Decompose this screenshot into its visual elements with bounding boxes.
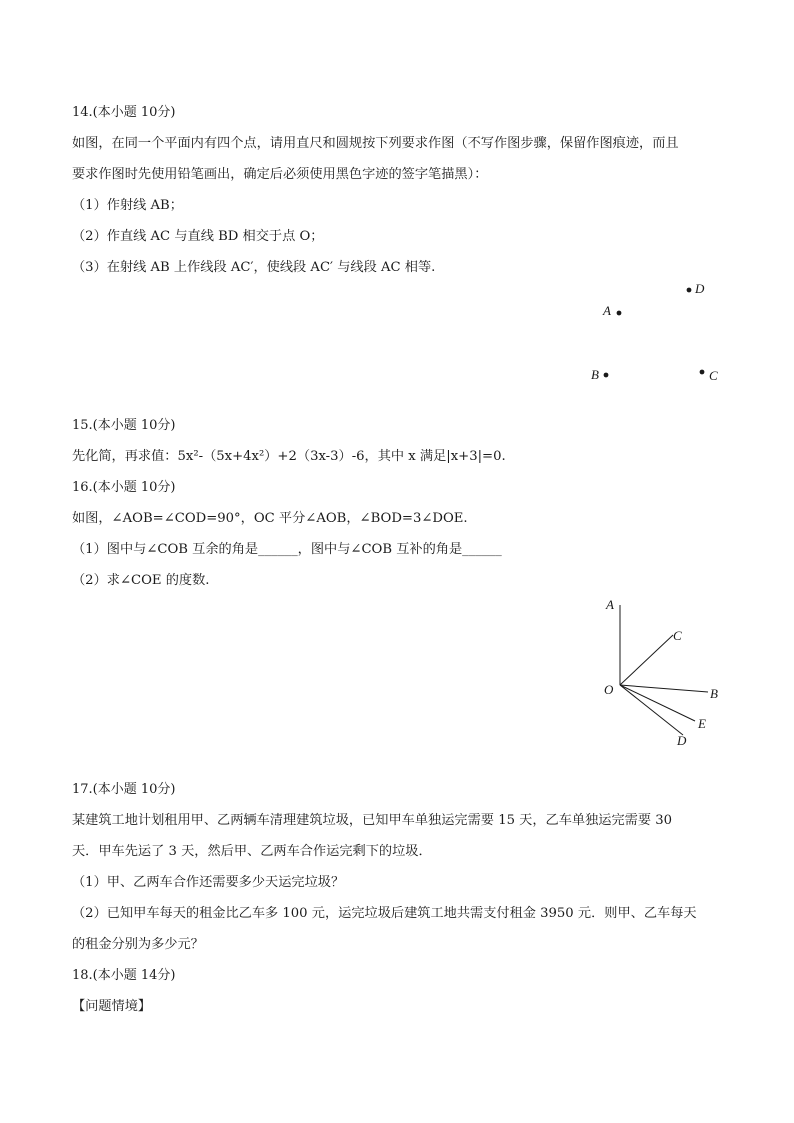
q17-text-line-2: 天．甲车先运了 3 天，然后甲、乙两车合作运完剩下的垃圾． — [72, 844, 432, 859]
q16-part-2: （2）求∠COE 的度数. — [72, 573, 210, 588]
q17-text-line-1: 某建筑工地计划租用甲、乙两辆车清理建筑垃圾，已知甲车单独运完需要 15 天，乙车单独运完需要 30 — [72, 813, 673, 828]
point-a-label: A — [603, 303, 611, 318]
q17-part-2-line-1: （2）已知甲车每天的租金比乙车多 100 元，运完垃圾后建筑工地共需支付租金 3950 元．则甲、乙车每天 — [72, 906, 697, 921]
q15-heading: 15.(本小题 10分) — [72, 418, 176, 433]
q14-part-2: （2）作直线 AC 与直线 BD 相交于点 O； — [72, 229, 324, 244]
q16-text: 如图，∠AOB=∠COD=90°，OC 平分∠AOB，∠BOD=3∠DOE. — [72, 511, 468, 526]
ray-od — [620, 685, 683, 735]
q14-text-line-1: 如图，在同一个平面内有四个点，请用直尺和圆规按下列要求作图（不写作图步骤，保留作图痕迹，而且 — [72, 136, 679, 151]
q14-points-figure — [580, 275, 730, 390]
label-o: O — [604, 682, 614, 697]
label-d: D — [677, 733, 687, 748]
q16-heading: 16.(本小题 10分) — [72, 480, 176, 495]
point-d-dot — [687, 288, 692, 293]
q14-part-1: （1）作射线 AB； — [72, 198, 183, 213]
q14-text-line-2: 要求作图时先使用铅笔画出，确定后必须使用黑色字迹的签字笔描黑）： — [72, 167, 488, 182]
label-b: B — [710, 686, 718, 701]
q18-heading: 18.(本小题 14分) — [72, 968, 176, 983]
label-a: A — [606, 597, 614, 612]
q14-heading: 14.(本小题 10分) — [72, 105, 176, 120]
label-c: C — [673, 628, 682, 643]
q17-part-2-line-2: 的租金分别为多少元？ — [72, 937, 204, 952]
point-c-dot — [700, 370, 705, 375]
q17-part-1: （1）甲、乙两车合作还需要多少天运完垃圾？ — [72, 875, 345, 890]
point-b-label: B — [591, 367, 599, 382]
q14-part-3: （3）在射线 AB 上作线段 AC′，使线段 AC′ 与线段 AC 相等. — [72, 260, 436, 275]
q16-part-1: （1）图中与∠COB 互余的角是______，图中与∠COB 互补的角是______ — [72, 542, 502, 557]
q17-heading: 17.(本小题 10分) — [72, 782, 176, 797]
label-e: E — [698, 716, 706, 731]
point-c-label: C — [709, 368, 718, 383]
q18-section-title: 【问题情境】 — [72, 999, 152, 1014]
q15-text: 先化简，再求值：5x²-（5x+4x²）+2（3x-3）-6，其中 x 满足|x+3|=0. — [72, 449, 506, 464]
ray-oc — [620, 635, 673, 685]
q16-angle-figure — [595, 595, 730, 750]
point-b-dot — [604, 373, 609, 378]
point-d-label: D — [695, 281, 705, 296]
point-a-dot — [617, 311, 622, 316]
